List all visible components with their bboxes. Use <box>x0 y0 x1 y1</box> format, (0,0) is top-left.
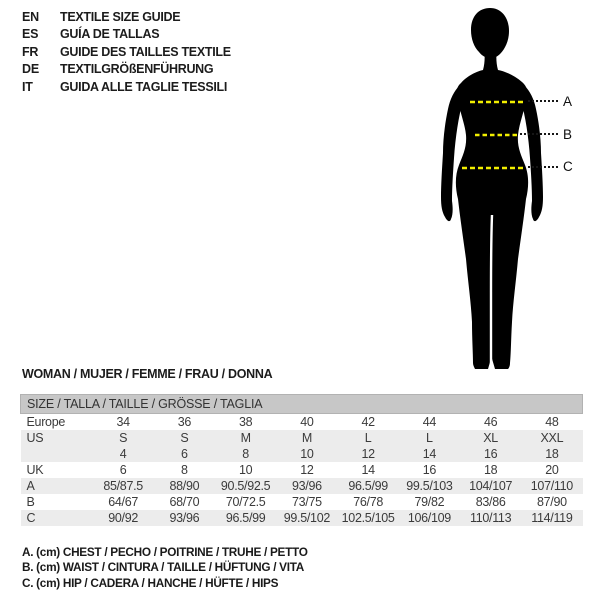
footnote-line: A. (cm) CHEST / PECHO / POITRINE / TRUHE / PETTO <box>22 545 308 559</box>
language-title: GUÍA DE TALLAS <box>60 27 160 42</box>
size-cell: 88/90 <box>169 479 200 493</box>
size-table-row <box>21 414 583 431</box>
hip-leader-line <box>528 166 558 168</box>
size-cell: 99.5/103 <box>406 479 453 493</box>
size-cell: 34 <box>116 415 130 429</box>
size-cell: 76/78 <box>353 495 384 509</box>
size-cell: 106/109 <box>407 511 451 525</box>
language-code: ES <box>22 27 39 42</box>
size-cell: 20 <box>545 463 559 477</box>
language-row <box>22 61 231 78</box>
size-cell: 6 <box>181 447 188 461</box>
size-cell: 93/96 <box>291 479 322 493</box>
size-cell: 12 <box>300 463 314 477</box>
size-cell: 10 <box>300 447 314 461</box>
measure-label-hip: C <box>563 159 573 174</box>
size-cell: 8 <box>181 463 188 477</box>
size-table-header-row <box>21 395 583 414</box>
size-cell: 85/87.5 <box>103 479 143 493</box>
language-row <box>22 79 231 96</box>
size-cell: 68/70 <box>169 495 200 509</box>
language-code: IT <box>22 79 33 94</box>
size-table-header: SIZE / TALLA / TAILLE / GRÖSSE / TAGLIA <box>21 395 583 414</box>
size-cell: 114/119 <box>531 511 573 525</box>
size-cell: 8 <box>242 447 249 461</box>
size-table-row <box>21 510 583 526</box>
size-table-row <box>21 446 583 462</box>
size-cell: L <box>364 431 372 445</box>
row-label: C <box>26 511 36 525</box>
size-cell: 40 <box>300 415 314 429</box>
size-cell: 18 <box>483 463 498 477</box>
size-table-row <box>21 494 583 510</box>
size-table-body <box>21 414 583 527</box>
language-title: GUIDE DES TAILLES TEXTILE <box>60 44 231 59</box>
size-cell: 90.5/92.5 <box>220 479 271 493</box>
size-cell: M <box>240 431 251 445</box>
row-label: Europe <box>26 415 66 429</box>
size-cell: S <box>180 431 189 445</box>
row-label <box>21 446 93 462</box>
language-title: GUIDA ALLE TAGLIE TESSILI <box>60 79 228 94</box>
language-row <box>22 26 231 43</box>
size-cell: 10 <box>238 463 253 477</box>
woman-silhouette <box>430 7 554 370</box>
size-cell: 102.5/105 <box>341 511 395 525</box>
footnote-line: C. (cm) HIP / CADERA / HANCHE / HÜFTE / HIPS <box>22 575 279 590</box>
waist-leader-line <box>520 133 558 135</box>
size-cell: 14 <box>422 447 437 461</box>
size-cell: 70/72.5 <box>225 495 266 509</box>
size-cell: 90/92 <box>108 511 139 525</box>
size-cell: 96.5/99 <box>225 511 266 525</box>
size-cell: 6 <box>119 463 127 477</box>
row-label: A <box>26 479 35 493</box>
size-cell: 110/113 <box>470 511 512 525</box>
language-code: EN <box>22 10 39 24</box>
size-cell: 96.5/99 <box>348 479 388 493</box>
row-label: B <box>26 495 35 509</box>
footnote-line: B. (cm) WAIST / CINTURA / TAILLE / HÜFTUNG / VITA <box>22 560 304 575</box>
size-cell: 36 <box>177 415 192 429</box>
size-cell: 83/86 <box>475 495 506 509</box>
measure-label-waist: B <box>563 127 573 142</box>
size-table-row <box>21 430 583 446</box>
size-cell: 42 <box>361 415 375 429</box>
language-title: TEXTILE SIZE GUIDE <box>60 10 181 24</box>
size-cell: 46 <box>483 415 498 429</box>
size-table <box>20 394 583 526</box>
language-code: DE <box>22 62 39 77</box>
size-cell: 93/96 <box>169 511 200 525</box>
size-cell: 16 <box>483 447 498 461</box>
size-cell: 64/67 <box>108 495 139 509</box>
language-code: FR <box>22 44 39 59</box>
row-label: UK <box>26 463 44 477</box>
size-cell: 87/90 <box>536 495 567 509</box>
size-cell: 14 <box>361 463 375 477</box>
size-cell: 4 <box>119 447 127 461</box>
size-cell: M <box>301 431 312 445</box>
language-row <box>22 44 231 61</box>
footnotes <box>22 545 308 591</box>
language-title-list <box>22 9 231 96</box>
size-cell: 99.5/102 <box>283 511 330 525</box>
size-cell: L <box>426 431 433 445</box>
size-cell: 44 <box>422 415 437 429</box>
size-cell: XL <box>483 431 498 445</box>
size-cell: 79/82 <box>414 495 445 509</box>
size-cell: 107/110 <box>530 479 573 493</box>
size-cell: XXL <box>540 431 564 445</box>
size-cell: 48 <box>545 415 559 429</box>
row-label: US <box>26 431 44 445</box>
size-table-row <box>21 478 583 494</box>
size-cell: S <box>119 431 128 445</box>
leg-gap-line <box>491 215 492 364</box>
size-cell: 18 <box>545 447 559 461</box>
size-cell: 104/107 <box>469 479 513 493</box>
size-cell: 38 <box>238 415 253 429</box>
measure-label-chest: A <box>563 94 573 109</box>
size-table-row <box>21 462 583 478</box>
size-cell: 12 <box>361 447 375 461</box>
section-title: WOMAN / MUJER / FEMME / FRAU / DONNA <box>22 367 273 381</box>
size-cell: 16 <box>422 463 437 477</box>
chest-leader-line <box>528 100 558 102</box>
language-row <box>22 9 231 26</box>
size-cell: 73/75 <box>291 495 322 509</box>
language-title: TEXTILGRÖßENFÜHRUNG <box>60 62 214 77</box>
